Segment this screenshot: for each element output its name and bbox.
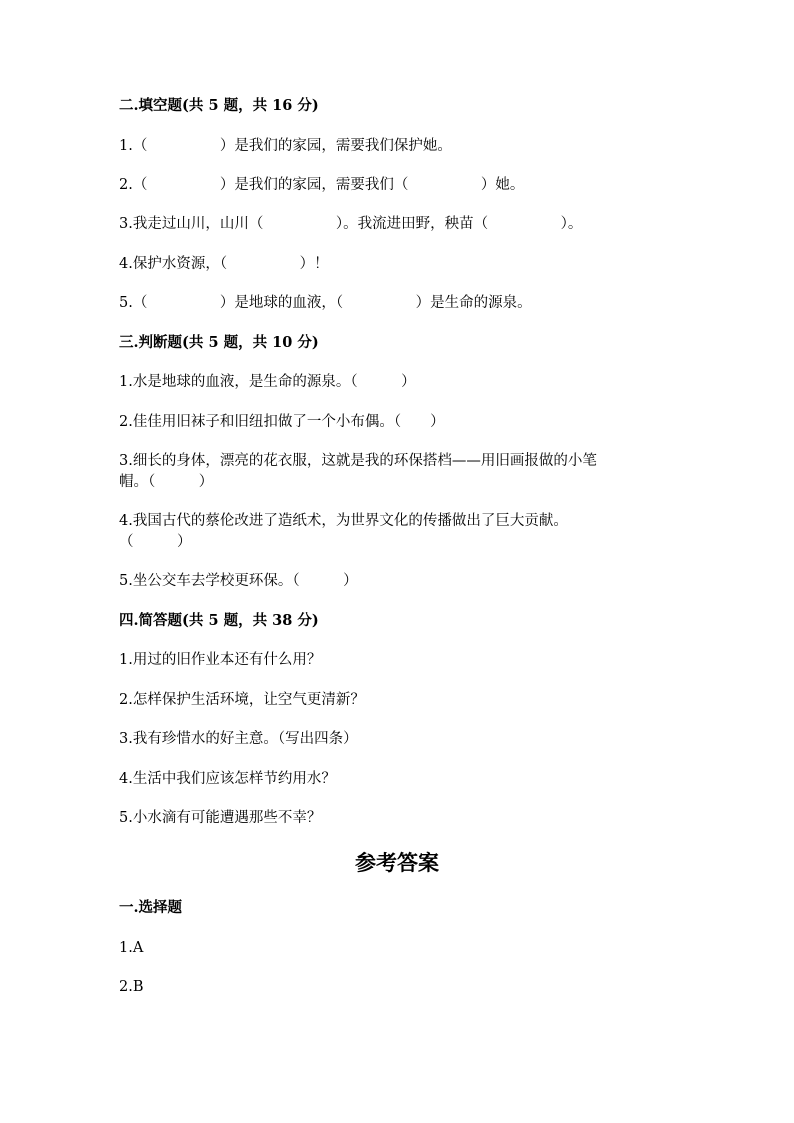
question-item: 3.细长的身体，漂亮的花衣服，这就是我的环保搭档——用旧画报做的小笔 [119, 453, 597, 469]
question-item: 4.保护水资源，（ ）！ [119, 256, 329, 272]
question-item: 3.我走过山川，山川（ ）。我流进田野，秧苗（ ）。 [119, 216, 583, 232]
question-item: 3.我有珍惜水的好主意。（写出四条） [119, 731, 358, 747]
question-item: 5.坐公交车去学校更环保。（ ） [119, 573, 358, 589]
answer-section-heading: 一.选择题 [119, 899, 183, 916]
section-heading-short-answer: 四.简答题(共 5 题，共 38 分) [119, 612, 319, 629]
question-item: 2.怎样保护生活环境，让空气更清新？ [119, 692, 365, 708]
question-item: 5.小水滴有可能遭遇那些不幸？ [119, 810, 322, 826]
question-item-continued: 帽。（ ） [119, 474, 214, 490]
question-item: 5.（ ）是地球的血液，（ ）是生命的源泉。 [119, 295, 532, 311]
answer-key-title: 参考答案 [355, 850, 439, 875]
section-heading-fill-blank: 二.填空题(共 5 题，共 16 分) [119, 97, 319, 114]
question-item: 2.（ ）是我们的家园，需要我们（ ）她。 [119, 177, 525, 193]
question-item: 4.生活中我们应该怎样节约用水？ [119, 771, 336, 787]
answer-item: 1.A [119, 940, 144, 956]
question-item: 4.我国古代的蔡伦改进了造纸术，为世界文化的传播做出了巨大贡献。 [119, 513, 568, 529]
answer-item: 2.B [119, 979, 144, 995]
question-item: 1.水是地球的血液，是生命的源泉。（ ） [119, 374, 416, 390]
question-item: 1.（ ）是我们的家园，需要我们保护她。 [119, 138, 452, 154]
question-item-continued: （ ） [119, 534, 192, 550]
section-heading-judgement: 三.判断题(共 5 题，共 10 分) [119, 334, 319, 351]
question-item: 1.用过的旧作业本还有什么用？ [119, 652, 322, 668]
question-item: 2.佳佳用旧袜子和旧纽扣做了一个小布偶。（ ） [119, 414, 445, 430]
